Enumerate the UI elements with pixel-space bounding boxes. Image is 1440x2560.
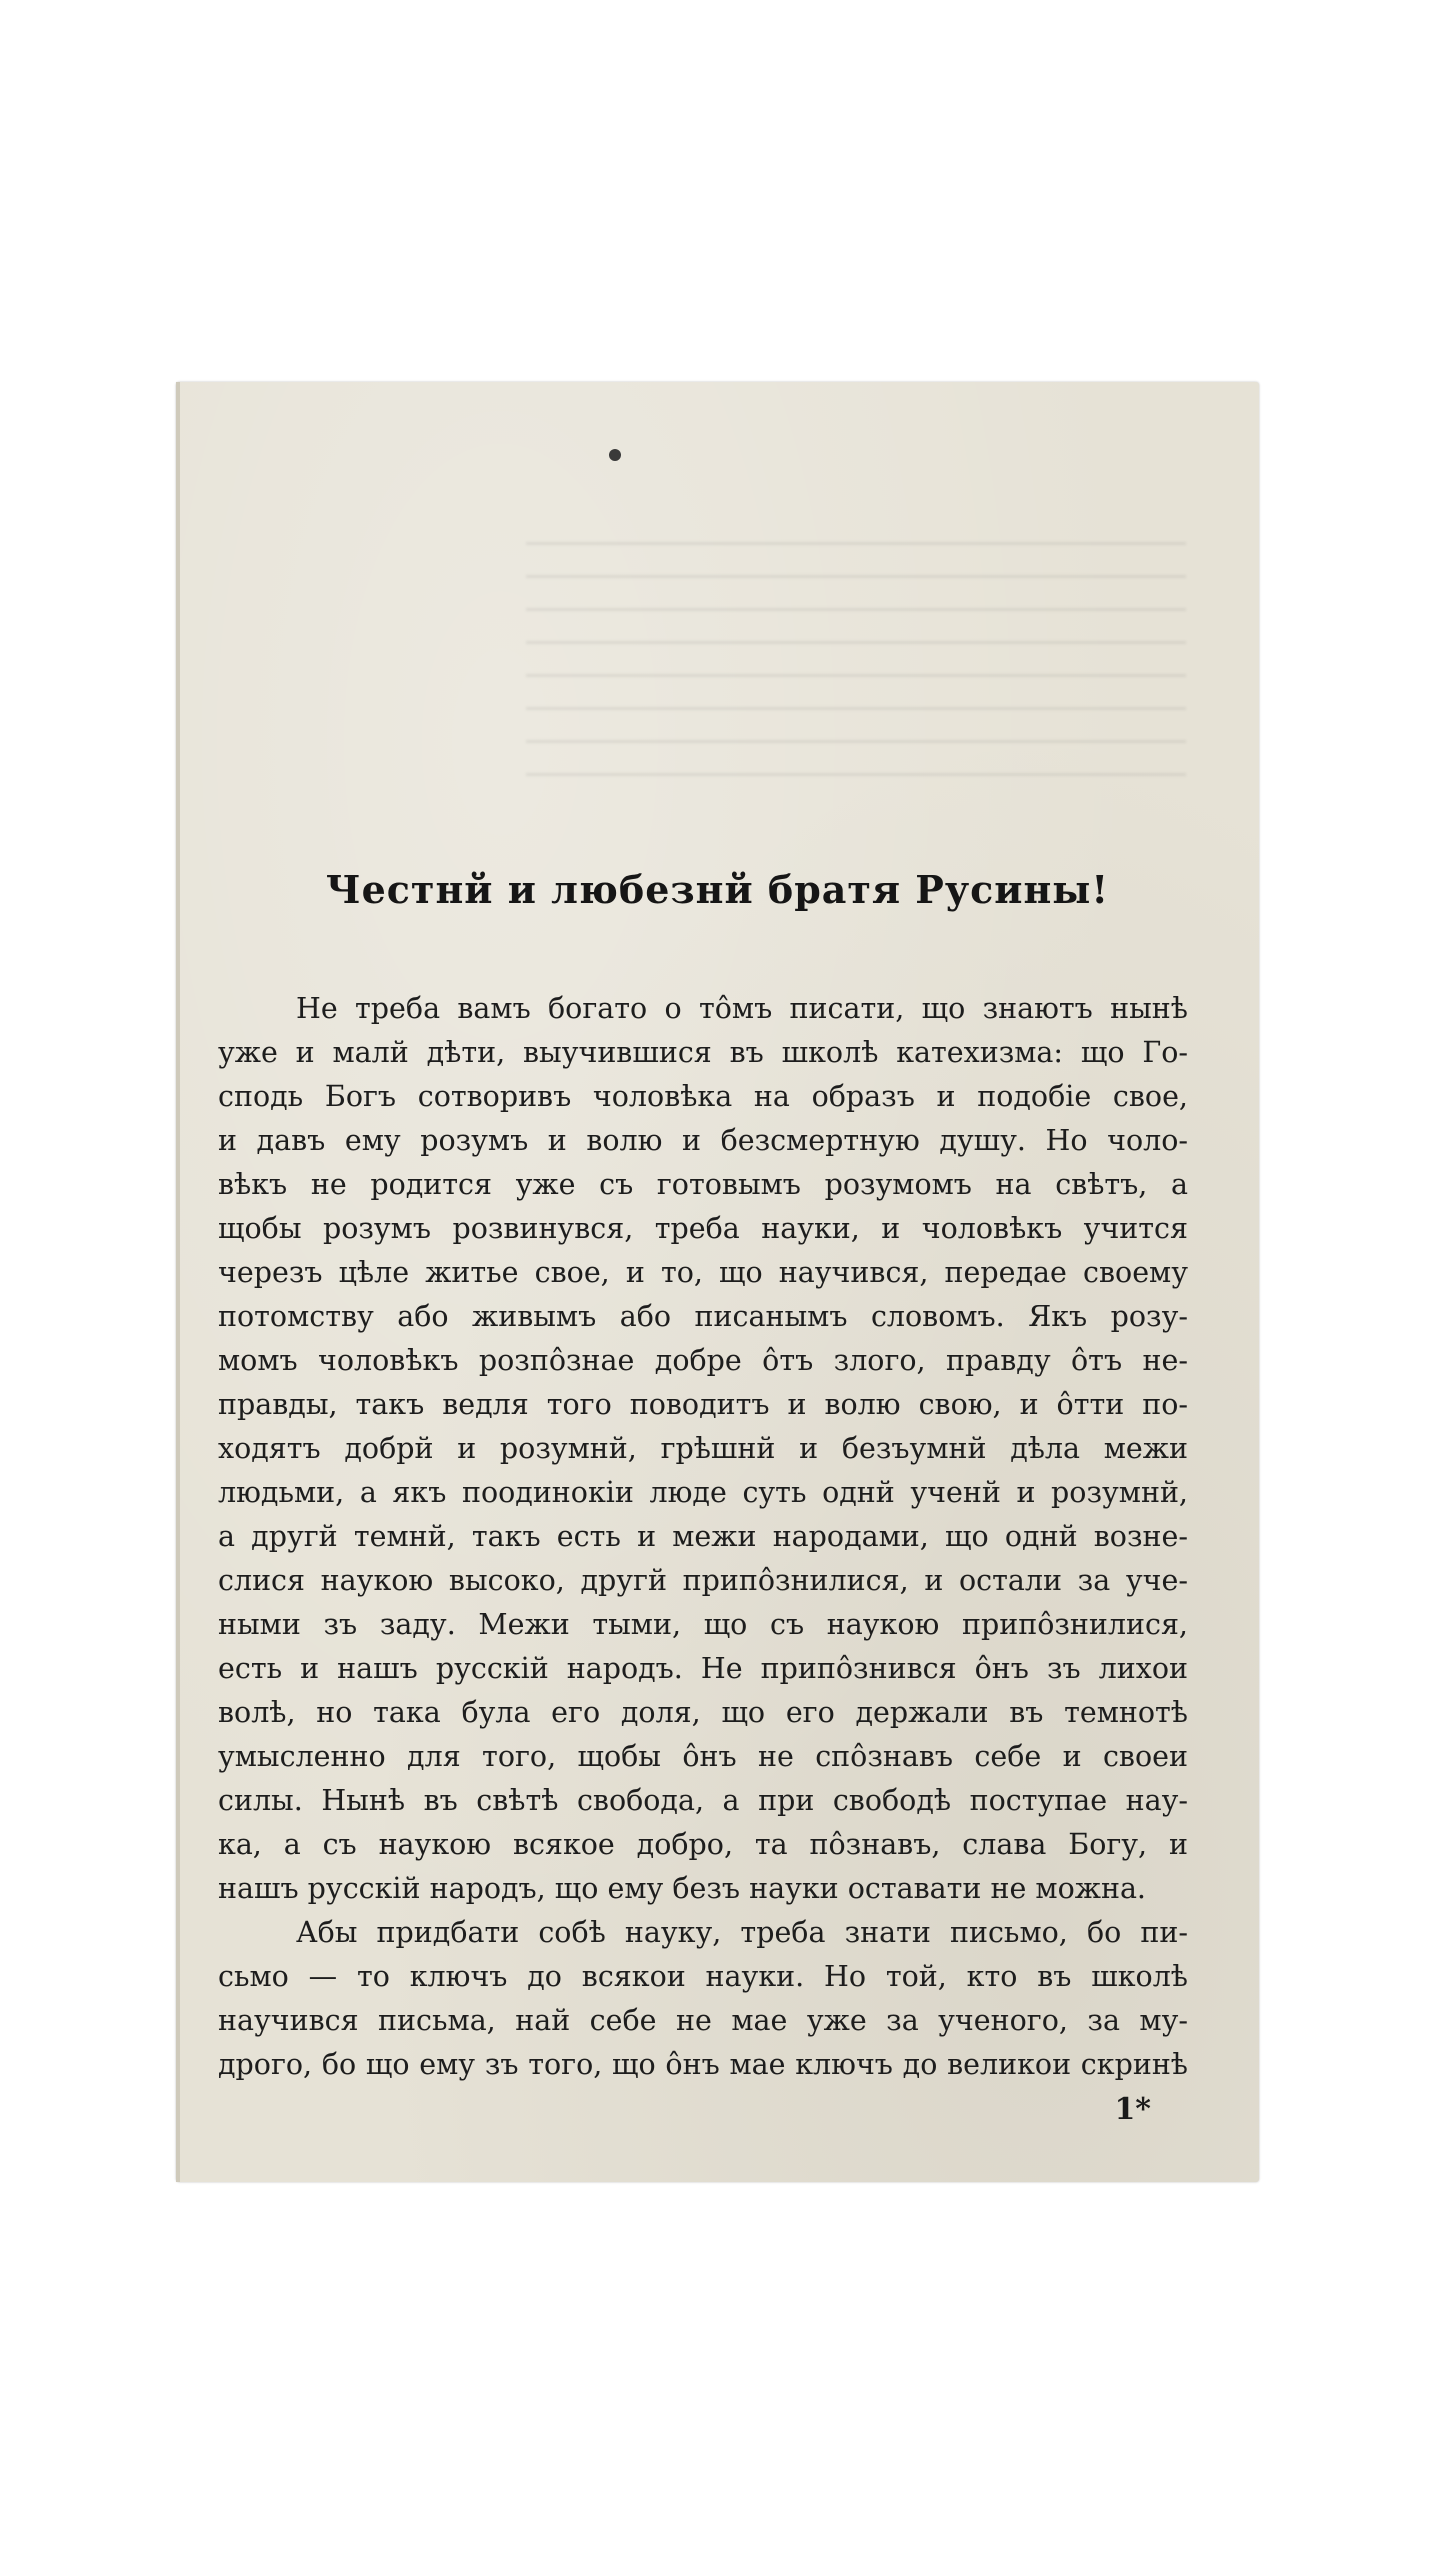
text-line: дрого, бо що ему зъ того, що ôнъ мае ключъ до великои скринѣ bbox=[218, 2048, 1188, 2081]
text-line: уже и малй дѣти, выучившися въ школѣ катехизма: що Го- bbox=[218, 1036, 1188, 1069]
text-line: Абы придбати собѣ науку, треба знати письмо, бо пи- bbox=[296, 1916, 1188, 1949]
text-line: ными зъ заду. Межи тыми, що съ наукою припôзнилися, bbox=[218, 1608, 1188, 1641]
text-line: а другй темнй, такъ есть и межи народами, що однй возне- bbox=[218, 1520, 1188, 1553]
text-line: людьми, а якъ поодинокіи люде суть однй ученй и розумнй, bbox=[218, 1476, 1188, 1509]
text-line: силы. Нынѣ въ свѣтѣ свобода, а при свободѣ поступае нау- bbox=[218, 1784, 1188, 1817]
text-line: умысленно для того, щобы ôнъ не спôзнавъ себе и своеи bbox=[218, 1740, 1188, 1773]
text-line: щобы розумъ розвинувся, треба науки, и чоловѣкъ учится bbox=[218, 1212, 1188, 1245]
text-line: есть и нашъ русскій народъ. Не припôзнився ôнъ зъ лихои bbox=[218, 1652, 1188, 1685]
body-text bbox=[218, 987, 1188, 2087]
text-line: ка, а съ наукою всякое добро, та пôзнавъ, слава Богу, и bbox=[218, 1828, 1188, 1861]
text-line: волѣ, но така була его доля, що его держали въ темнотѣ bbox=[218, 1696, 1188, 1729]
reverse-side-bleed-through bbox=[526, 542, 1186, 792]
text-line: нашъ русскій народъ, що ему безъ науки оставати не можна. bbox=[218, 1872, 1146, 1905]
page-edge bbox=[176, 382, 180, 2182]
text-line: и давъ ему розумъ и волю и безсмертную душу. Но чоло- bbox=[218, 1124, 1188, 1157]
book-page bbox=[176, 382, 1259, 2182]
text-line: ходятъ добрй и розумнй, грѣшнй и безъумнй дѣла межи bbox=[218, 1432, 1188, 1465]
page-title: Честнй и любезнй братя Русины! bbox=[325, 867, 1110, 912]
text-line: сьмо — то ключъ до всякои науки. Но той, кто въ школѣ bbox=[218, 1960, 1188, 1993]
text-line: научився письма, най себе не мае уже за ученого, за му- bbox=[218, 2004, 1188, 2037]
text-line: слися наукою высоко, другй припôзнилися, и остали за уче- bbox=[218, 1564, 1188, 1597]
text-line: правды, такъ ведля того поводитъ и волю свою, и ôтти по- bbox=[218, 1388, 1188, 1421]
text-line: вѣкъ не родится уже съ готовымъ розумомъ на свѣтъ, а bbox=[218, 1168, 1188, 1201]
text-line: потомству або живымъ або писанымъ словомъ. Якъ розу- bbox=[218, 1300, 1188, 1333]
text-line: Не треба вамъ богато о тôмъ писати, що знаютъ нынѣ bbox=[296, 992, 1188, 1025]
text-line: черезъ цѣле житье свое, и то, що научився, передае своему bbox=[218, 1256, 1188, 1289]
text-line: момъ чоловѣкъ розпôзнае добре ôтъ злого, правду ôтъ не- bbox=[218, 1344, 1188, 1377]
text-line: сподь Богъ сотворивъ чоловѣка на образъ и подобіе свое, bbox=[218, 1080, 1188, 1113]
signature-mark: 1* bbox=[1114, 2092, 1151, 2127]
ink-spot bbox=[609, 449, 621, 461]
